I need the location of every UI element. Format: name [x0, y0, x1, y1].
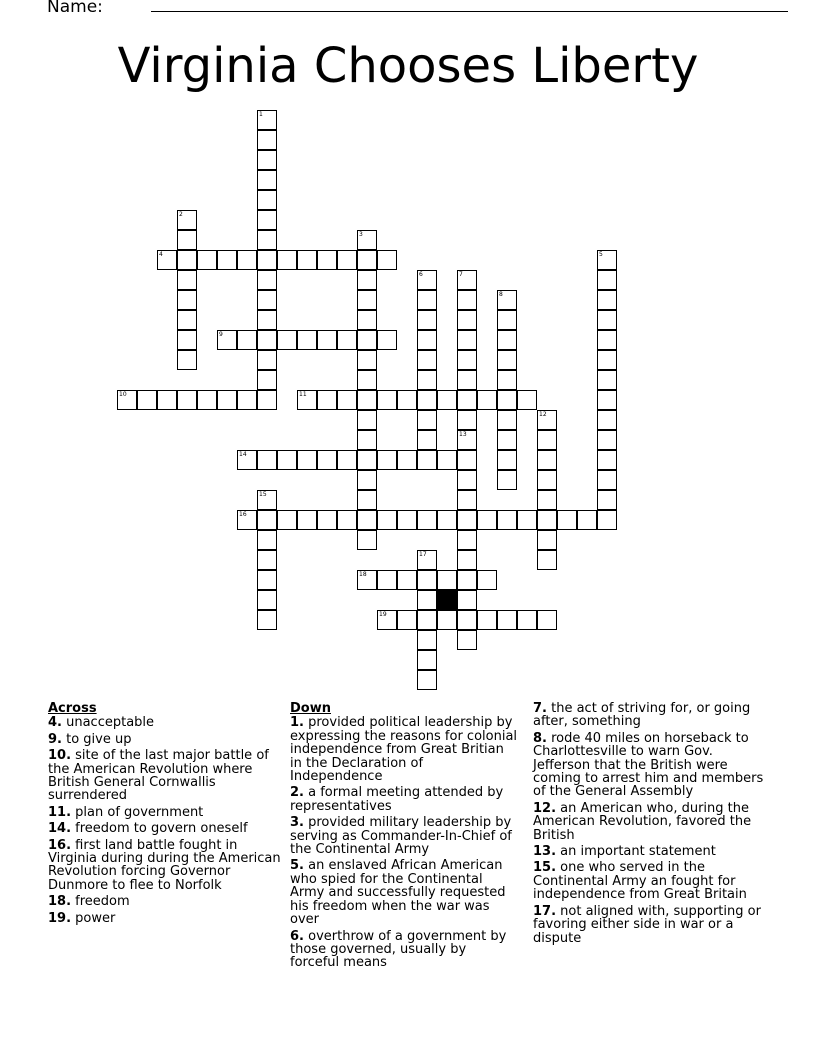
- clue-number-label: 3.: [290, 815, 304, 831]
- grid-cell[interactable]: [257, 450, 277, 470]
- clue-item: [290, 930, 518, 970]
- clue-item: [290, 816, 518, 856]
- grid-cell[interactable]: [417, 430, 437, 450]
- grid-cell[interactable]: [317, 450, 337, 470]
- grid-cell[interactable]: [397, 610, 417, 630]
- grid-cell[interactable]: [177, 350, 197, 370]
- clue-number-label: 4.: [48, 715, 62, 731]
- grid-cell[interactable]: [597, 510, 617, 530]
- clue-item: [533, 802, 773, 842]
- clue-item: [290, 859, 518, 926]
- grid-cell[interactable]: [357, 430, 377, 450]
- grid-cell[interactable]: [437, 610, 457, 630]
- clue-text: rode 40 miles on horseback to Charlottesville to warn Gov. Jefferson that the British were coming to arrest him and members of the General Assembly: [533, 730, 764, 800]
- grid-cell[interactable]: [257, 590, 277, 610]
- grid-cell[interactable]: [217, 390, 237, 410]
- grid-cell[interactable]: [417, 630, 437, 650]
- grid-cell[interactable]: [357, 310, 377, 330]
- clue-text: not aligned with, supporting or favoring either side in war or a dispute: [533, 903, 761, 946]
- clue-text: provided political leadership by expressing the reasons for colonial independence from Great Britian in the Declaration of Independence: [290, 715, 518, 785]
- clue-number: 15: [259, 491, 267, 498]
- grid-cell[interactable]: [177, 270, 197, 290]
- clue-number: 16: [239, 511, 247, 518]
- grid-cell[interactable]: [197, 390, 217, 410]
- grid-cell[interactable]: [337, 450, 357, 470]
- grid-cell[interactable]: [257, 170, 277, 190]
- grid-cell[interactable]: [417, 590, 437, 610]
- grid-cell[interactable]: [457, 630, 477, 650]
- grid-cell[interactable]: [477, 610, 497, 630]
- grid-cell[interactable]: [257, 550, 277, 570]
- grid-cell[interactable]: [597, 310, 617, 330]
- clue-number: 7: [459, 271, 463, 278]
- grid-cell[interactable]: [477, 390, 497, 410]
- grid-cell[interactable]: [377, 250, 397, 270]
- grid-cell[interactable]: [377, 570, 397, 590]
- clue-number: 9: [219, 331, 223, 338]
- clue-number-label: 15.: [533, 860, 557, 876]
- name-label: Name:: [47, 0, 103, 17]
- clue-number: 10: [119, 391, 127, 398]
- clue-number-label: 19.: [48, 910, 72, 926]
- grid-cell[interactable]: [417, 310, 437, 330]
- clue-text: the act of striving for, or going after, something: [533, 701, 751, 730]
- clue-text: provided military leadership by serving as Commander-In-Chief of the Continental Army: [290, 815, 512, 858]
- grid-cell[interactable]: [477, 510, 497, 530]
- grid-cell[interactable]: [397, 450, 417, 470]
- clue-item: [533, 732, 773, 799]
- clue-number-label: 11.: [48, 804, 72, 820]
- grid-cell[interactable]: [237, 390, 257, 410]
- grid-cell[interactable]: [297, 450, 317, 470]
- grid-cell[interactable]: [317, 510, 337, 530]
- clue-text: unacceptable: [61, 715, 155, 731]
- clue-item: [48, 749, 288, 803]
- grid-cell[interactable]: [177, 250, 197, 270]
- grid-cell[interactable]: [317, 390, 337, 410]
- clue-text: overthrow of a government by those governed, usually by forceful means: [290, 928, 507, 971]
- grid-cell[interactable]: [417, 330, 437, 350]
- grid-cell[interactable]: [497, 390, 517, 410]
- grid-cell[interactable]: [257, 230, 277, 250]
- clue-item: [48, 912, 288, 925]
- down-clue-list: [290, 716, 518, 969]
- grid-cell[interactable]: [257, 370, 277, 390]
- grid-cell[interactable]: [357, 270, 377, 290]
- down-clues-column-continued: [533, 702, 773, 948]
- grid-cell[interactable]: [257, 210, 277, 230]
- clue-number: 11: [299, 391, 307, 398]
- grid-cell[interactable]: [597, 430, 617, 450]
- clue-item: [48, 806, 288, 819]
- grid-cell[interactable]: [597, 270, 617, 290]
- grid-cell[interactable]: [597, 290, 617, 310]
- clue-text: an enslaved African American who spied for the Continental Army and successfully requested his freedom when the war was over: [290, 858, 506, 928]
- grid-cell[interactable]: [257, 570, 277, 590]
- grid-cell[interactable]: [277, 250, 297, 270]
- clue-item: [48, 822, 288, 835]
- grid-cell[interactable]: [257, 190, 277, 210]
- grid-cell[interactable]: [537, 490, 557, 510]
- clue-number-label: 5.: [290, 858, 304, 874]
- grid-cell[interactable]: [457, 570, 477, 590]
- clue-text: an important statement: [556, 844, 716, 860]
- clue-number: 19: [379, 611, 387, 618]
- grid-cell[interactable]: [497, 370, 517, 390]
- grid-cell[interactable]: [597, 370, 617, 390]
- grid-cell[interactable]: [457, 590, 477, 610]
- grid-cell[interactable]: [257, 510, 277, 530]
- grid-cell[interactable]: [457, 330, 477, 350]
- grid-cell[interactable]: [177, 310, 197, 330]
- down-clue-list-continued: [533, 702, 773, 945]
- grid-cell[interactable]: [377, 510, 397, 530]
- grid-cell[interactable]: [417, 570, 437, 590]
- clue-number-label: 8.: [533, 730, 547, 746]
- grid-cell[interactable]: [597, 350, 617, 370]
- grid-cell[interactable]: [217, 250, 237, 270]
- grid-cell[interactable]: [137, 390, 157, 410]
- grid-cell[interactable]: [417, 390, 437, 410]
- clue-number: 5: [599, 251, 603, 258]
- grid-cell[interactable]: [257, 150, 277, 170]
- grid-cell[interactable]: [357, 470, 377, 490]
- blocked-cell: [437, 590, 457, 610]
- grid-cell[interactable]: [257, 250, 277, 270]
- grid-cell[interactable]: [517, 610, 537, 630]
- clue-item: [533, 905, 773, 945]
- grid-cell[interactable]: [597, 450, 617, 470]
- grid-cell[interactable]: [437, 570, 457, 590]
- grid-cell[interactable]: [257, 350, 277, 370]
- grid-cell[interactable]: [337, 390, 357, 410]
- grid-cell[interactable]: [497, 470, 517, 490]
- grid-cell[interactable]: [357, 390, 377, 410]
- grid-cell[interactable]: [457, 310, 477, 330]
- grid-cell[interactable]: [457, 370, 477, 390]
- grid-cell[interactable]: [537, 470, 557, 490]
- grid-cell[interactable]: [537, 430, 557, 450]
- grid-cell[interactable]: [297, 250, 317, 270]
- grid-cell[interactable]: [357, 370, 377, 390]
- grid-cell[interactable]: [597, 410, 617, 430]
- down-clues-column: [290, 702, 518, 973]
- grid-cell[interactable]: [457, 410, 477, 430]
- grid-cell[interactable]: [417, 610, 437, 630]
- grid-cell[interactable]: [397, 390, 417, 410]
- page-title: Virginia Chooses Liberty: [117, 38, 699, 94]
- clue-number-label: 17.: [533, 903, 557, 919]
- grid-cell[interactable]: [177, 330, 197, 350]
- clue-number: 17: [419, 551, 427, 558]
- grid-cell[interactable]: [357, 510, 377, 530]
- clue-text: one who served in the Continental Army an fought for independence from Great Britain: [533, 860, 747, 903]
- grid-cell[interactable]: [257, 130, 277, 150]
- grid-cell[interactable]: [357, 250, 377, 270]
- grid-cell[interactable]: [457, 350, 477, 370]
- grid-cell[interactable]: [357, 350, 377, 370]
- clue-number: 2: [179, 211, 183, 218]
- grid-cell[interactable]: [497, 610, 517, 630]
- grid-cell[interactable]: [377, 450, 397, 470]
- grid-cell[interactable]: [277, 510, 297, 530]
- grid-cell[interactable]: [537, 550, 557, 570]
- grid-cell[interactable]: [497, 350, 517, 370]
- grid-cell[interactable]: [417, 510, 437, 530]
- grid-cell[interactable]: [457, 610, 477, 630]
- clue-number-label: 9.: [48, 731, 62, 747]
- clue-number: 12: [539, 411, 547, 418]
- grid-cell[interactable]: [537, 530, 557, 550]
- grid-cell[interactable]: [277, 330, 297, 350]
- grid-cell[interactable]: [417, 350, 437, 370]
- grid-cell[interactable]: [497, 430, 517, 450]
- grid-cell[interactable]: [597, 470, 617, 490]
- grid-cell[interactable]: [297, 330, 317, 350]
- clue-item: [290, 716, 518, 783]
- grid-cell[interactable]: [457, 450, 477, 470]
- grid-cell[interactable]: [377, 390, 397, 410]
- clue-number: 13: [459, 431, 467, 438]
- clue-text: power: [71, 910, 116, 926]
- grid-cell[interactable]: [237, 330, 257, 350]
- grid-cell[interactable]: [477, 570, 497, 590]
- grid-cell[interactable]: [457, 490, 477, 510]
- clue-text: plan of government: [71, 804, 204, 820]
- clue-number: 3: [359, 231, 363, 238]
- across-clue-list: [48, 716, 288, 925]
- grid-cell[interactable]: [177, 390, 197, 410]
- grid-cell[interactable]: [357, 410, 377, 430]
- grid-cell[interactable]: [457, 530, 477, 550]
- clue-number-label: 12.: [533, 800, 557, 816]
- grid-cell[interactable]: [457, 510, 477, 530]
- grid-cell[interactable]: [297, 510, 317, 530]
- grid-cell[interactable]: [357, 490, 377, 510]
- grid-cell[interactable]: [337, 330, 357, 350]
- grid-cell[interactable]: [357, 450, 377, 470]
- grid-cell[interactable]: [497, 510, 517, 530]
- grid-cell[interactable]: [517, 390, 537, 410]
- grid-cell[interactable]: [257, 330, 277, 350]
- grid-cell[interactable]: [257, 390, 277, 410]
- clue-text: to give up: [61, 731, 132, 747]
- clue-number-label: 18.: [48, 894, 72, 910]
- grid-cell[interactable]: [497, 410, 517, 430]
- grid-cell[interactable]: [437, 510, 457, 530]
- grid-cell[interactable]: [357, 330, 377, 350]
- grid-cell[interactable]: [517, 510, 537, 530]
- grid-cell[interactable]: [597, 490, 617, 510]
- clue-text: first land battle fought in Virginia during during the American Revolution forcing Governor Dunmore to flee to Norfolk: [48, 837, 281, 893]
- grid-cell[interactable]: [337, 250, 357, 270]
- grid-cell[interactable]: [417, 370, 437, 390]
- clue-item: [533, 702, 773, 729]
- grid-cell[interactable]: [397, 510, 417, 530]
- grid-cell[interactable]: [357, 290, 377, 310]
- grid-cell[interactable]: [537, 450, 557, 470]
- grid-cell[interactable]: [257, 530, 277, 550]
- clue-item: [533, 845, 773, 858]
- clue-number-label: 14.: [48, 821, 72, 837]
- grid-cell[interactable]: [497, 310, 517, 330]
- grid-cell[interactable]: [257, 290, 277, 310]
- clue-number-label: 13.: [533, 844, 557, 860]
- clue-number-label: 10.: [48, 748, 72, 764]
- grid-cell[interactable]: [417, 670, 437, 690]
- grid-cell[interactable]: [437, 450, 457, 470]
- clue-text: an American who, during the American Revolution, favored the British: [533, 800, 752, 843]
- grid-cell[interactable]: [377, 330, 397, 350]
- grid-cell[interactable]: [417, 450, 437, 470]
- clue-number: 8: [499, 291, 503, 298]
- clue-item: [48, 839, 288, 893]
- across-heading: Across: [48, 701, 97, 716]
- clue-number: 18: [359, 571, 367, 578]
- grid-cell[interactable]: [457, 290, 477, 310]
- clue-number: 1: [259, 111, 263, 118]
- grid-cell[interactable]: [417, 290, 437, 310]
- grid-cell[interactable]: [157, 390, 177, 410]
- clue-number: 14: [239, 451, 247, 458]
- grid-cell[interactable]: [357, 530, 377, 550]
- grid-cell[interactable]: [257, 310, 277, 330]
- clue-number-label: 16.: [48, 837, 72, 853]
- clue-item: [48, 733, 288, 746]
- grid-cell[interactable]: [417, 410, 437, 430]
- grid-cell[interactable]: [577, 510, 597, 530]
- grid-cell[interactable]: [457, 390, 477, 410]
- grid-cell[interactable]: [557, 510, 577, 530]
- down-heading: Down: [290, 701, 331, 716]
- grid-cell[interactable]: [457, 550, 477, 570]
- clue-number-label: 1.: [290, 715, 304, 731]
- grid-cell[interactable]: [497, 330, 517, 350]
- grid-cell[interactable]: [457, 470, 477, 490]
- grid-cell[interactable]: [417, 650, 437, 670]
- grid-cell[interactable]: [537, 610, 557, 630]
- grid-cell[interactable]: [197, 250, 217, 270]
- clue-text: freedom to govern oneself: [71, 821, 248, 837]
- grid-cell[interactable]: [277, 450, 297, 470]
- clue-number: 6: [419, 271, 423, 278]
- grid-cell[interactable]: [337, 510, 357, 530]
- clue-item: [48, 895, 288, 908]
- grid-cell[interactable]: [177, 230, 197, 250]
- grid-cell[interactable]: [597, 390, 617, 410]
- across-clues-column: [48, 702, 288, 928]
- clue-number-label: 7.: [533, 701, 547, 716]
- grid-cell[interactable]: [497, 450, 517, 470]
- grid-cell[interactable]: [437, 390, 457, 410]
- grid-cell[interactable]: [237, 250, 257, 270]
- clue-item: [533, 861, 773, 901]
- grid-cell[interactable]: [177, 290, 197, 310]
- clue-number-label: 6.: [290, 928, 304, 944]
- clue-item: [48, 716, 288, 729]
- grid-cell[interactable]: [597, 330, 617, 350]
- clue-number: 4: [159, 251, 163, 258]
- grid-cell[interactable]: [397, 570, 417, 590]
- clue-number-label: 2.: [290, 785, 304, 801]
- clue-text: a formal meeting attended by representatives: [290, 785, 504, 814]
- grid-cell[interactable]: [257, 270, 277, 290]
- grid-cell[interactable]: [317, 250, 337, 270]
- clue-text: site of the last major battle of the American Revolution where British General Cornwallis surrendered: [48, 748, 269, 804]
- clue-item: [290, 786, 518, 813]
- clue-text: freedom: [71, 894, 130, 910]
- grid-cell[interactable]: [317, 330, 337, 350]
- grid-cell[interactable]: [257, 610, 277, 630]
- grid-cell[interactable]: [537, 510, 557, 530]
